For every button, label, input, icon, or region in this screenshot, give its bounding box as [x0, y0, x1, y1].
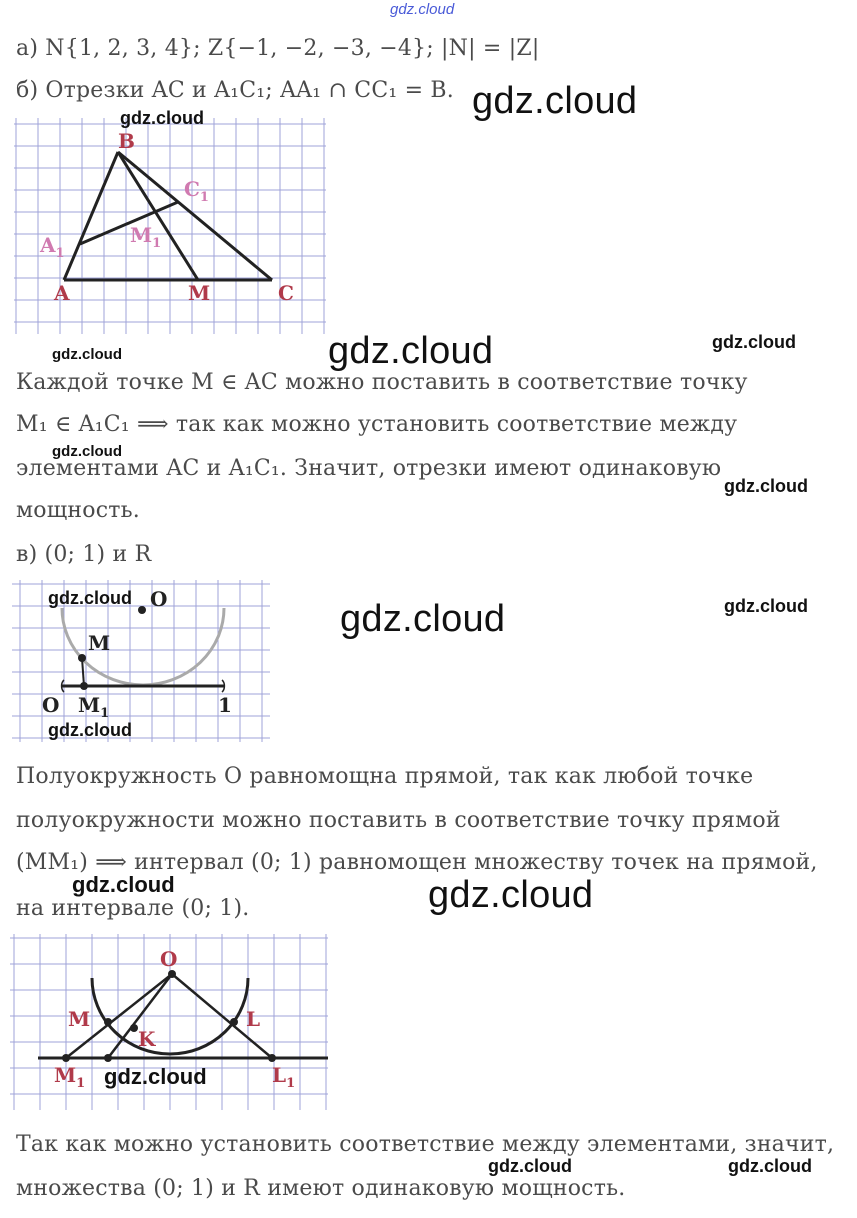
point-K: [130, 1024, 138, 1032]
watermark: gdz.cloud: [724, 596, 808, 616]
para2-line1: Полуокружность O равномощна прямой, так как любой точке: [16, 764, 754, 789]
label-O: O: [42, 693, 60, 717]
label-O-center: O: [150, 587, 168, 611]
label-L1: $L_1$: [272, 1063, 296, 1091]
watermark: gdz.cloud: [712, 332, 796, 352]
watermark: gdz.cloud: [104, 1064, 207, 1089]
watermark: gdz.cloud: [52, 443, 122, 460]
watermark: gdz.cloud: [340, 598, 506, 640]
label-A: A: [54, 281, 70, 305]
line-a: а) N{1, 2, 3, 4}; Z{−1, −2, −3, −4}; |N| = |Z|: [16, 36, 540, 61]
para2-line4: на интервале (0; 1).: [16, 896, 250, 921]
label-C: C: [278, 281, 294, 305]
para1-line2: M₁ ∈ A₁C₁ ⟹ так как можно установить соответствие между: [16, 412, 738, 437]
label-M1: $M_1$: [78, 693, 110, 721]
para2-line3: (MM₁) ⟹ интервал (0; 1) равномощен множеству точек на прямой,: [16, 850, 818, 875]
watermark: gdz.cloud: [120, 108, 204, 128]
label-K: K: [138, 1027, 156, 1051]
point-O: [168, 970, 176, 978]
point-M: [104, 1018, 112, 1026]
watermark: gdz.cloud: [52, 346, 122, 363]
label-M: M: [68, 1007, 91, 1031]
point-L: [230, 1018, 238, 1026]
point-M1: [80, 682, 88, 690]
watermark: gdz.cloud: [728, 1156, 812, 1176]
watermark: gdz.cloud: [328, 330, 494, 372]
para2-line2: полуокружности можно поставить в соответствие точку прямой: [16, 808, 781, 833]
watermark: gdz.cloud: [488, 1156, 572, 1176]
point-O-center: [138, 606, 146, 614]
label-C1: $C_1$: [184, 177, 209, 205]
watermark-top: gdz.cloud: [390, 1, 455, 18]
watermark: gdz.cloud: [72, 872, 175, 897]
para1-line4: мощность.: [16, 498, 140, 523]
line-b: б) Отрезки AC и A₁C₁; AA₁ ∩ CC₁ = B.: [16, 78, 454, 103]
para3-line2: множества (0; 1) и R имеют одинаковую мощность.: [16, 1176, 626, 1201]
para3-line1: Так как можно установить соответствие между элементами, значит,: [16, 1132, 835, 1157]
label-M1: $M_1$: [130, 223, 162, 251]
point-M: [78, 654, 86, 662]
label-B: B: [118, 129, 135, 153]
watermark: gdz.cloud: [724, 476, 808, 496]
label-L: L: [246, 1007, 261, 1031]
label-1: 1: [218, 693, 232, 717]
label-M1: $M_1$: [54, 1063, 86, 1091]
para1-line1: Каждой точке M ∈ AC можно поставить в соответствие точку: [16, 370, 748, 395]
label-A1: $A_1$: [40, 233, 65, 261]
point-K1: [104, 1054, 112, 1062]
watermark: gdz.cloud: [48, 588, 132, 608]
triangle-lines: [64, 152, 272, 280]
line-v: в) (0; 1) и R: [16, 542, 152, 567]
triangle-figure: [14, 118, 330, 338]
point-M1: [62, 1054, 70, 1062]
point-L1: [268, 1054, 276, 1062]
watermark: gdz.cloud: [472, 80, 638, 122]
label-M: M: [88, 631, 111, 655]
para1-line3: элементами AC и A₁C₁. Значит, отрезки имеют одинаковую: [16, 456, 722, 481]
watermark: gdz.cloud: [48, 720, 132, 740]
label-M: M: [188, 281, 211, 305]
label-O: O: [160, 947, 178, 971]
watermark: gdz.cloud: [428, 874, 594, 916]
